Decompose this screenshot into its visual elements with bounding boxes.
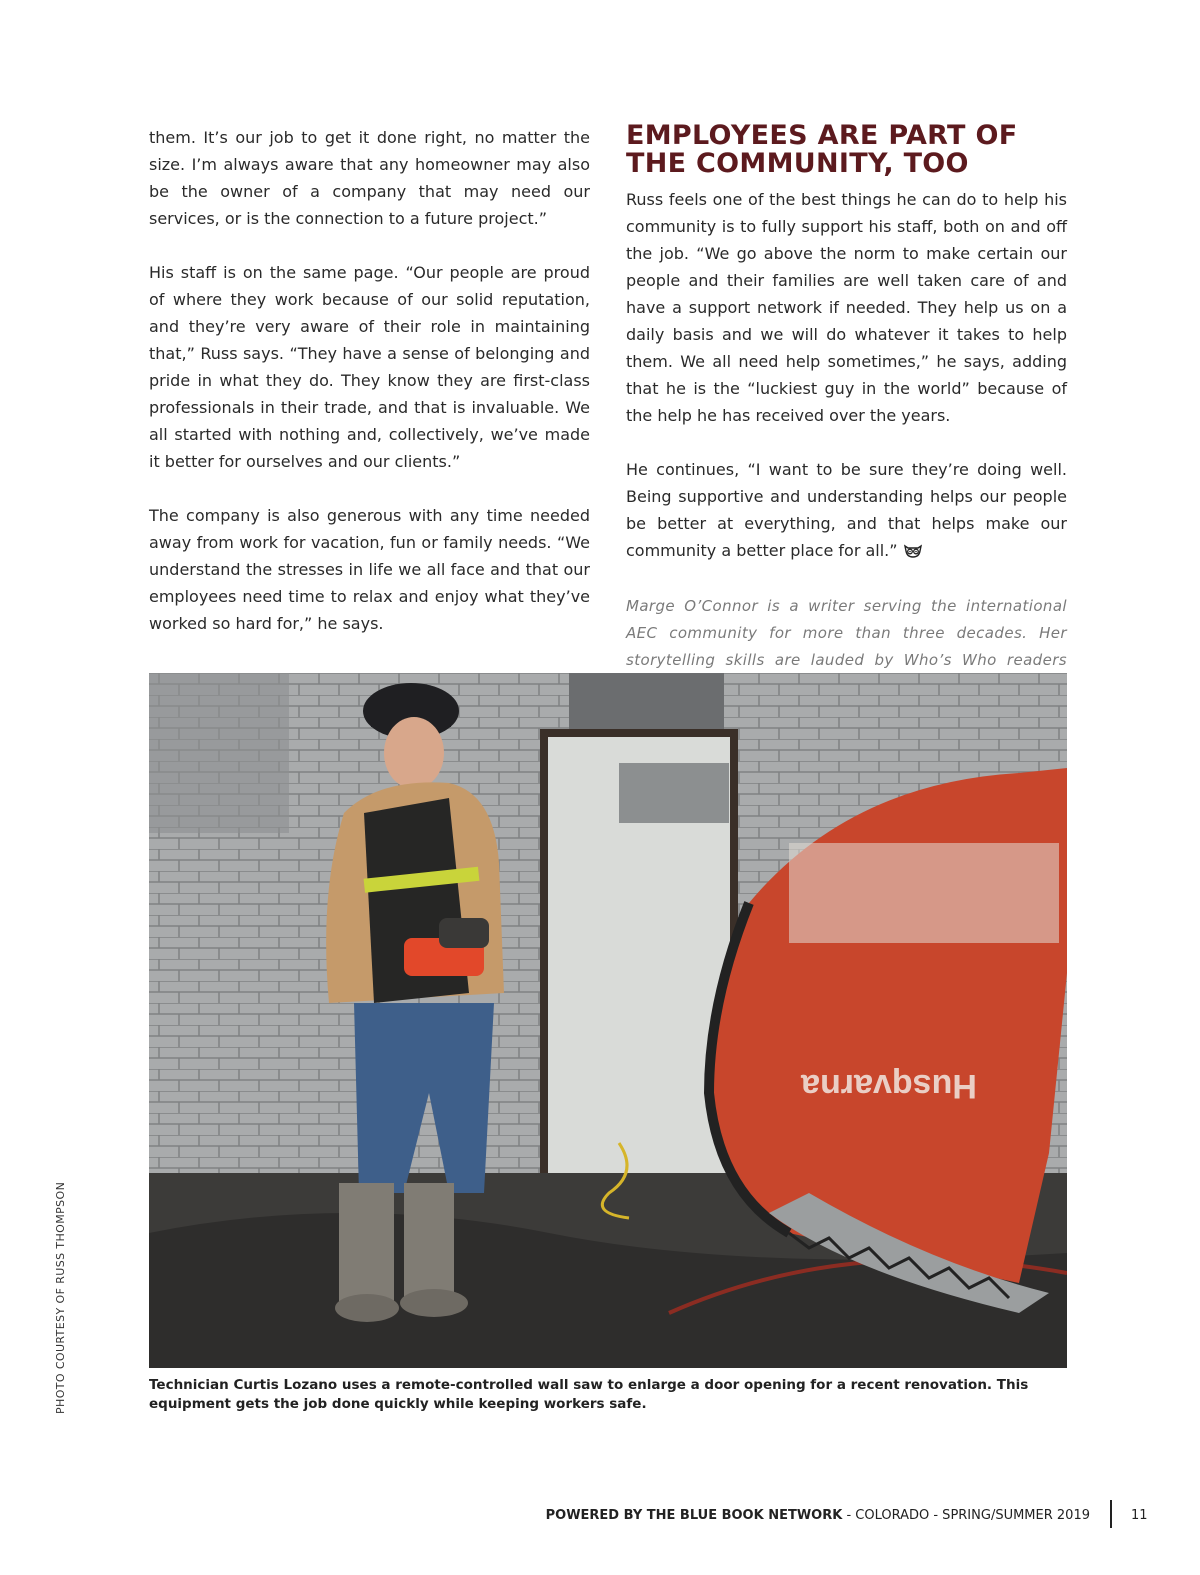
right-column — [626, 120, 1067, 728]
footer-divider — [1110, 1500, 1112, 1528]
page-number: 11 — [1131, 1508, 1148, 1523]
body-paragraph — [626, 456, 1067, 566]
author-bio: Marge O’Connor is a writer serving the international AEC community for more than three decades. Her storytelling skills are lauded by Who’s Who readers — [626, 597, 1067, 669]
footer-line — [546, 1508, 1090, 1523]
owl-end-mark-icon — [904, 539, 922, 566]
body-paragraph: His staff is on the same page. “Our people are proud of where they work because of our solid reputation, and they’re very aware of their role in maintaining that,” Russ says. “They have a sense of belonging and pride in what they do. They know they are first-class professionals in their trade, and that is invaluable. We all started with nothing and, collectively, we’ve made it better for ourselves and our clients.” — [149, 263, 590, 471]
footer-edition: - COLORADO - SPRING/SUMMER 2019 — [842, 1508, 1090, 1523]
body-paragraph: them. It’s our job to get it done right, no matter the size. I’m always aware that any homeowner may also be the owner of a company that may need our services, or is the connection to a future project.” — [149, 128, 590, 228]
photo-credit: PHOTO COURTESY OF RUSS THOMPSON — [54, 1181, 67, 1414]
footer-brand: POWERED BY THE BLUE BOOK NETWORK — [545, 1508, 843, 1523]
wall-saw-photo — [149, 673, 1067, 1368]
body-paragraph: Russ feels one of the best things he can do to help his community is to fully support his staff, both on and off the job. “We go above the norm to make certain our people and their families are well taken care of and have a support network if needed. They help us on a daily basis and we will do whatever it takes to help them. We all need help sometimes,” he says, adding that he is the “luckiest guy in the world” because of the help he has received over the years. — [626, 190, 1067, 425]
saw-brand-label: Husqvarna — [801, 1067, 977, 1105]
left-column — [149, 124, 590, 664]
body-paragraph: The company is also generous with any time needed away from work for vacation, fun or family needs. “We understand the stresses in life we all face and that our employees need time to relax and enjoy what they’ve worked so hard for,” he says. — [149, 506, 590, 633]
photo-caption: Technician Curtis Lozano uses a remote-controlled wall saw to enlarge a door opening for a recent renovation. This equipment gets the job done quickly while keeping workers safe. — [149, 1377, 1029, 1412]
section-headline: EMPLOYEES ARE PART OF THE COMMUNITY, TOO — [626, 120, 1018, 179]
closing-quote-text: He continues, “I want to be sure they’re doing well. Being supportive and understanding helps our people be better at everything, and that helps make our community a better place for all.” — [626, 460, 1067, 560]
